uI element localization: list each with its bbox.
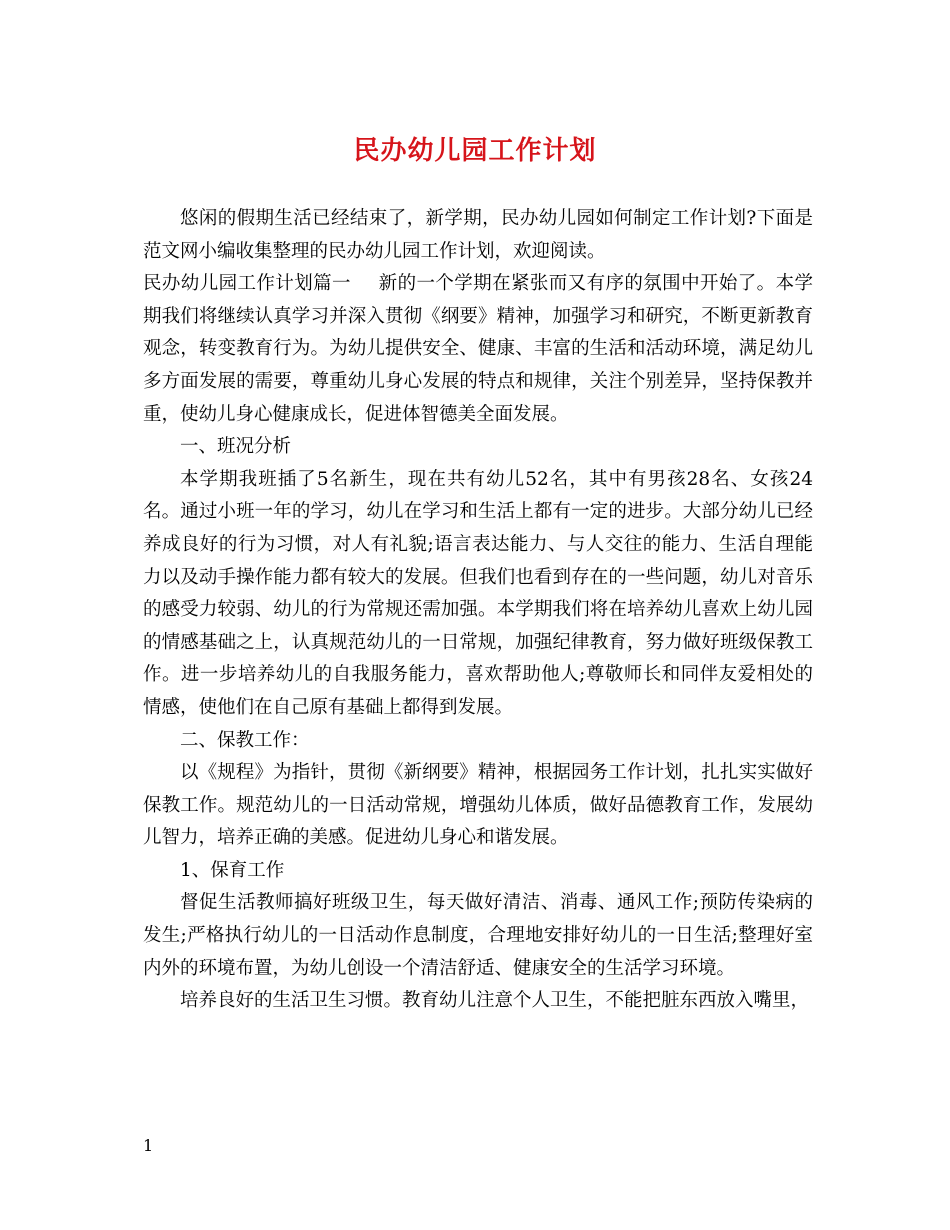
heading-class-analysis: 一、班况分析 xyxy=(180,436,292,458)
section-paragraph xyxy=(143,268,813,431)
paragraph-class-analysis: 本学期我班插了5名新生，现在共有幼儿52名，其中有男孩28名、女孩24名。通过小班一年的学习，幼儿在学习和生活上都有一定的进步。大部分幼儿已经养成良好的行为习惯，对人有礼貌;语言表达能力、与人交往的能力、生活自理能力以及动手操作能力都有较大的发展。但我们也看到存在的一些问题，幼儿对音乐的感受力较弱、幼儿的行为常规还需加强。本学期我们将在培养幼儿喜欢上幼儿园的情感基础之上，认真规范幼儿的一日常规，加强纪律教育，努力做好班级保教工作。进一步培养幼儿的自我服务能力，喜欢帮助他人;尊敬师长和同伴友爱相处的情感，使他们在自己原有基础上都得到发展。 xyxy=(143,468,813,718)
paragraph-nursing-work: 督促生活教师搞好班级卫生，每天做好清洁、消毒、通风工作;预防传染病的发生;严格执行幼儿的一日活动作息制度，合理地安排好幼儿的一日生活;整理好室内外的环境布置，为幼儿创设一个清洁舒适、健康安全的生活学习环境。 xyxy=(143,892,813,979)
heading-care-education: 二、保教工作： xyxy=(180,729,310,751)
paragraph-care-education: 以《规程》为指针，贯彻《新纲要》精神，根据园务工作计划，扎扎实实做好保教工作。规范幼儿的一日活动常规，增强幼儿体质，做好品德教育工作，发展幼儿智力，培养正确的美感。促进幼儿身心和谐发展。 xyxy=(143,762,813,849)
paragraph-hygiene-habits: 培养良好的生活卫生习惯。教育幼儿注意个人卫生，不能把脏东西放入嘴里， xyxy=(180,990,810,1012)
section-label: 民办幼儿园工作计划篇一 xyxy=(143,273,351,295)
page-number: 1 xyxy=(143,1136,154,1155)
intro-paragraph: 悠闲的假期生活已经结束了，新学期，民办幼儿园如何制定工作计划?下面是范文网小编收集整理的民办幼儿园工作计划，欢迎阅读。 xyxy=(143,208,813,262)
section-first-paragraph: 新的一个学期在紧张而又有序的氛围中开始了。本学期我们将继续认真学习并深入贯彻《纲要》精神，加强学习和研究，不断更新教育观念，转变教育行为。为幼儿提供安全、健康、丰富的生活和活动环境，满足幼儿多方面发展的需要，尊重幼儿身心发展的特点和规律，关注个别差异，坚持保教并重，使幼儿身心健康成长，促进体智德美全面发展。 xyxy=(143,273,813,425)
heading-nursing-work: 1、保育工作 xyxy=(180,859,285,881)
document-body xyxy=(143,203,813,1018)
document-title: 民办幼儿园工作计划 xyxy=(353,136,597,166)
